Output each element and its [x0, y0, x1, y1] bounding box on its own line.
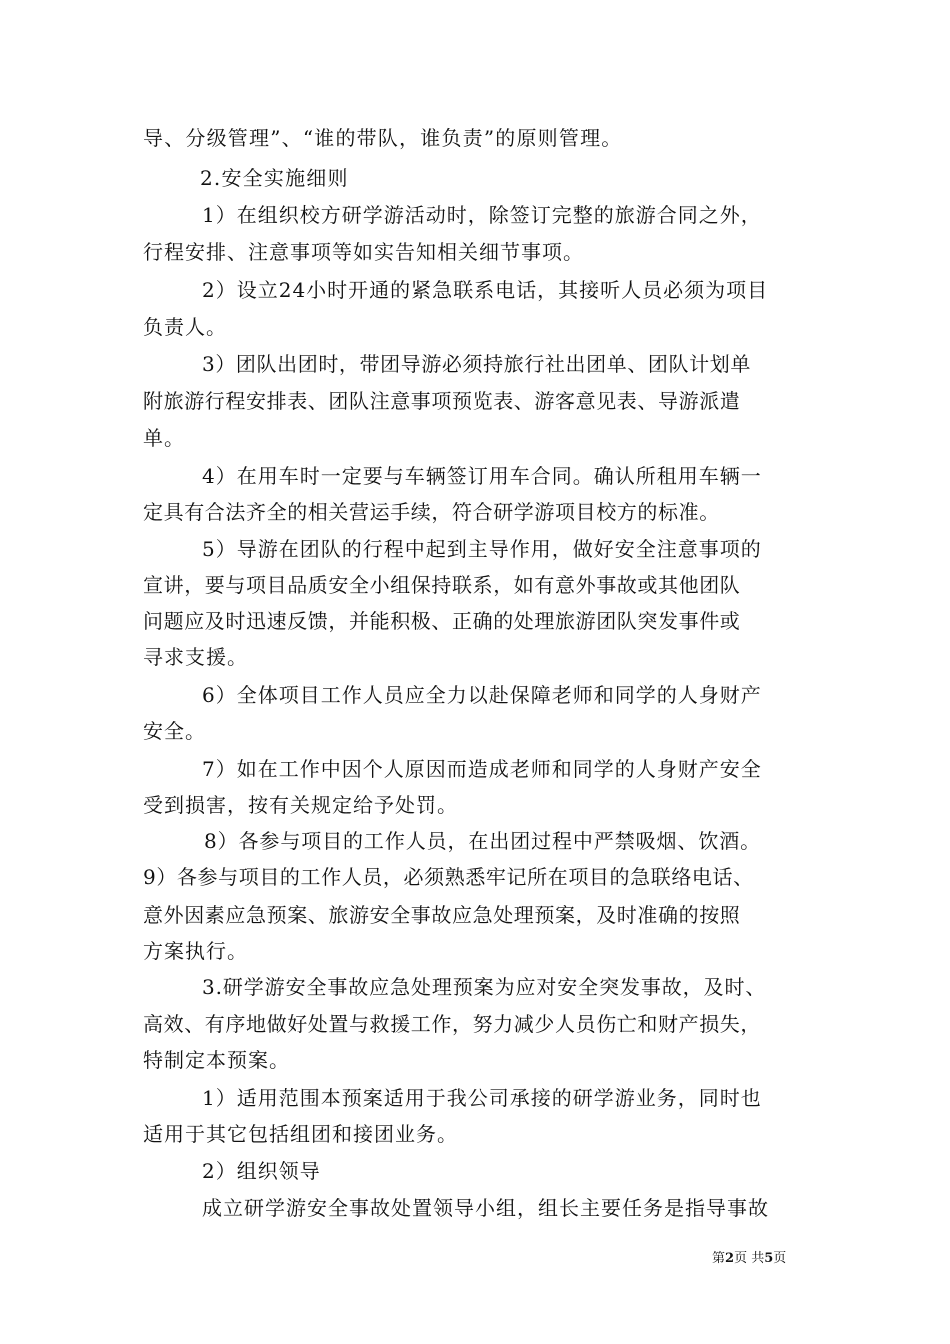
- footer-suffix: 页: [773, 1251, 787, 1266]
- text-line: 单。: [143, 426, 185, 450]
- text-line: 9）各参与项目的工作人员，必须熟悉牢记所在项目的急联络电话、: [143, 865, 754, 889]
- text-line: 3）团队出团时，带团导游必须持旅行社出团单、团队计划单: [202, 352, 751, 376]
- text-line: 负责人。: [143, 315, 227, 339]
- text-line: 4）在用车时一定要与车辆签订用车合同。确认所租用车辆一: [202, 464, 762, 488]
- text-line: 意外因素应急预案、旅游安全事故应急处理预案，及时准确的按照: [143, 903, 741, 927]
- text-line: 8）各参与项目的工作人员，在出团过程中严禁吸烟、饮酒。: [204, 829, 762, 853]
- text-line: 寻求支援。: [143, 645, 248, 669]
- text-line: 宣讲，要与项目品质安全小组保持联系，如有意外事故或其他团队: [143, 573, 741, 597]
- text-line: 2）设立24小时开通的紧急联系电话，其接听人员必须为项目: [202, 278, 769, 302]
- text-line: 7）如在工作中因个人原因而造成老师和同学的人身财产安全: [202, 757, 762, 781]
- section-heading: 2）组织领导: [202, 1159, 321, 1183]
- text-line: 1）适用范围本预案适用于我公司承接的研学游业务，同时也: [202, 1086, 762, 1110]
- text-line: 定具有合法齐全的相关营运手续，符合研学游项目校方的标准。: [143, 500, 720, 524]
- text-line: 1）在组织校方研学游活动时，除签订完整的旅游合同之外，: [202, 203, 762, 227]
- footer-middle: 页 共: [734, 1251, 765, 1266]
- text-line: 适用于其它包括组团和接团业务。: [143, 1122, 458, 1146]
- text-line: 特制定本预案。: [143, 1048, 290, 1072]
- page-footer: [712, 1250, 786, 1268]
- section-heading: 3.研学游安全事故应急处理预案为应对安全突发事故，及时、: [202, 975, 767, 999]
- text-line: 附旅游行程安排表、团队注意事项预览表、游客意见表、导游派遣: [143, 389, 741, 413]
- text-line: 受到损害，按有关规定给予处罚。: [143, 793, 458, 817]
- current-page-number: 2: [725, 1251, 735, 1266]
- text-line: 6）全体项目工作人员应全力以赴保障老师和同学的人身财产: [202, 683, 762, 707]
- text-line: 成立研学游安全事故处置领导小组，组长主要任务是指导事故: [202, 1196, 769, 1220]
- text-line: 行程安排、注意事项等如实告知相关细节事项。: [143, 240, 584, 264]
- footer-prefix: 第: [712, 1251, 726, 1266]
- text-line: 安全。: [143, 719, 206, 743]
- text-line: 问题应及时迅速反馈，并能积极、正确的处理旅游团队突发事件或: [143, 609, 741, 633]
- text-line: 5）导游在团队的行程中起到主导作用，做好安全注意事项的: [202, 537, 762, 561]
- text-line: 方案执行。: [143, 939, 248, 963]
- text-line: 导、分级管理”、“谁的带队，谁负责”的原则管理。: [143, 126, 623, 150]
- section-heading: 2.安全实施细则: [200, 166, 349, 190]
- total-pages-number: 5: [764, 1251, 774, 1266]
- text-line: 高效、有序地做好处置与救援工作，努力减少人员伤亡和财产损失，: [143, 1012, 761, 1036]
